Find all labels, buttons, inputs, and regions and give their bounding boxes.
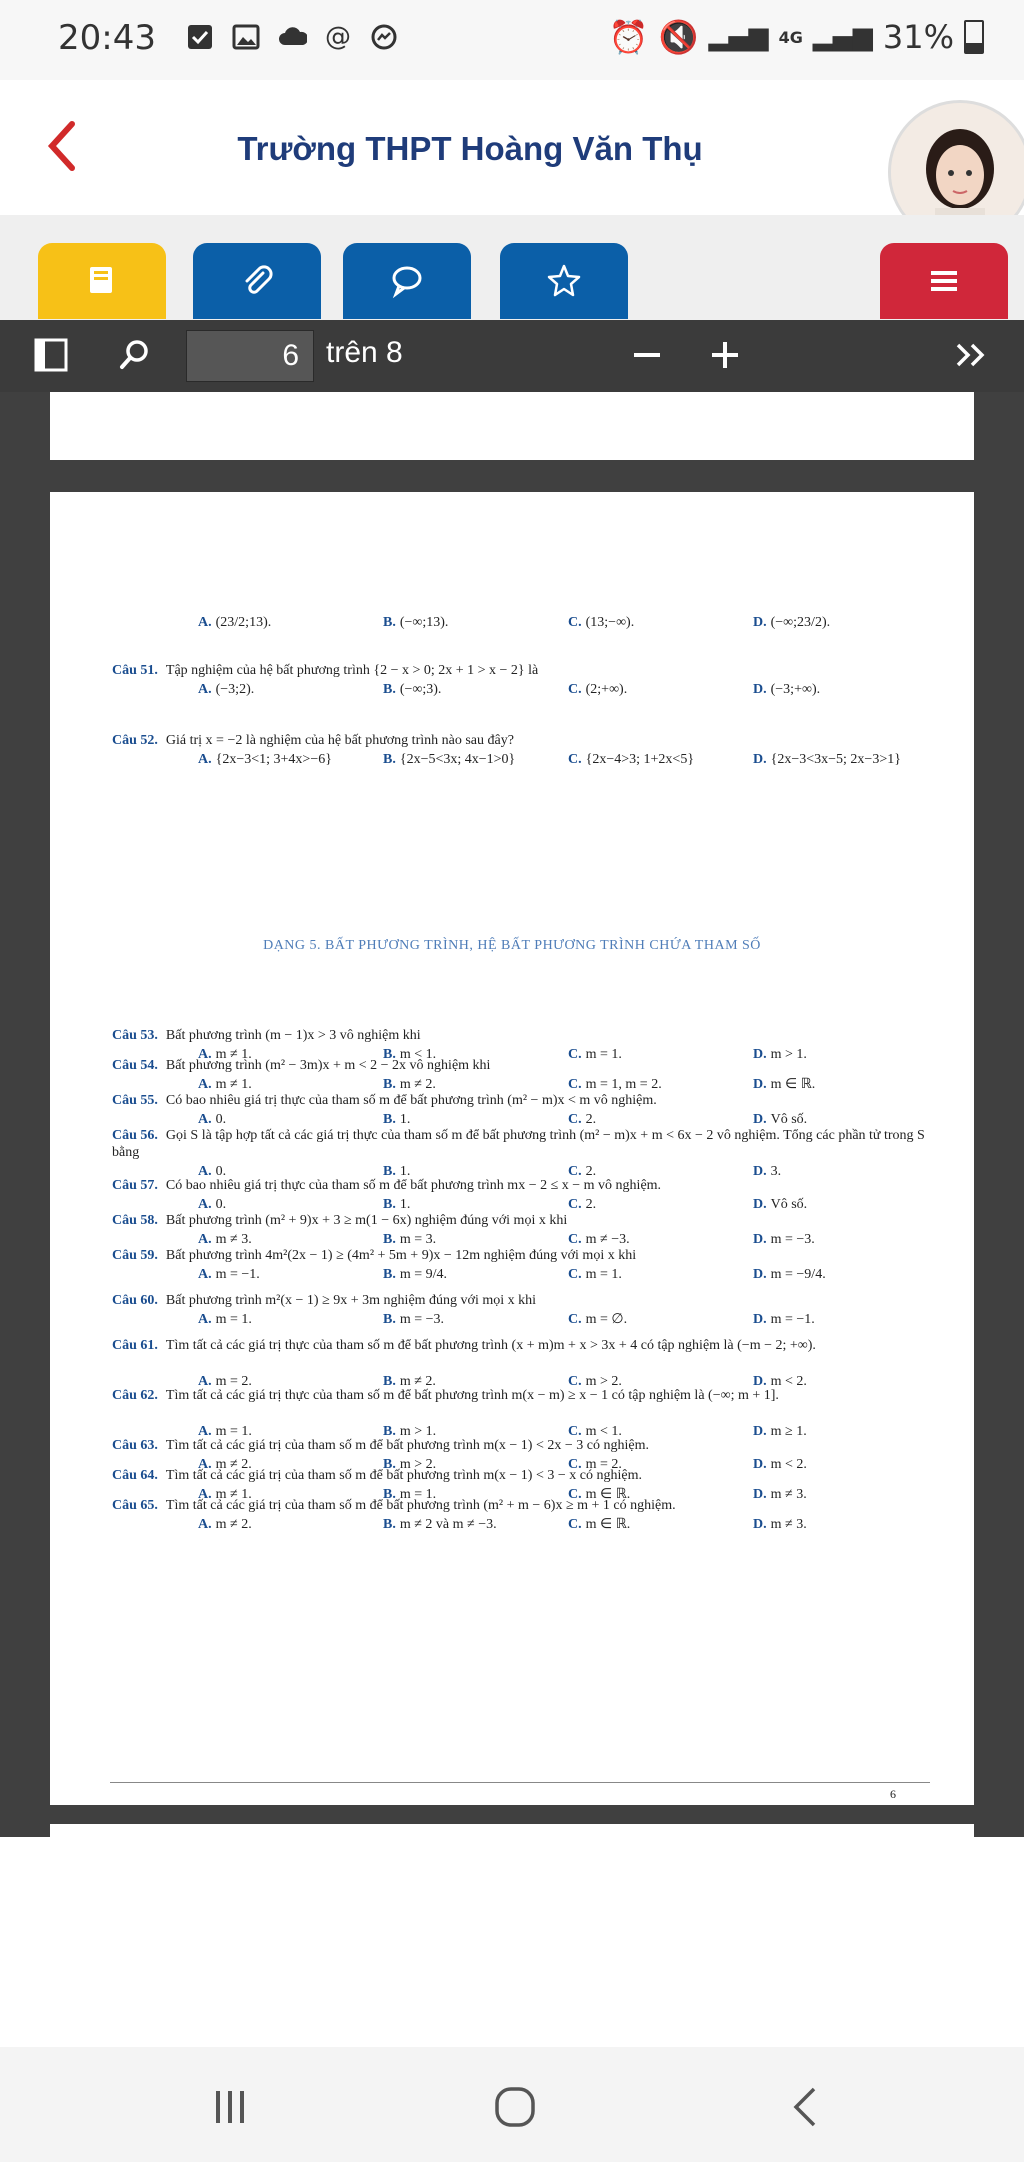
option-letter: A. <box>198 1112 212 1127</box>
option-text: m ≠ 3. <box>770 1517 807 1532</box>
question-number: Câu 65. <box>112 1498 158 1513</box>
question-text: Tìm tất cả các giá trị của tham số m để bất phương trình m(x − 1) < 3 − x có nghiệm. <box>165 1468 642 1483</box>
chat-icon <box>389 263 425 299</box>
question <box>112 1247 942 1264</box>
option-text: m ∈ ℝ. <box>770 1077 816 1092</box>
answer-option <box>568 1111 753 1128</box>
option-text: m ≠ 2. <box>399 1077 436 1092</box>
option-letter: A. <box>198 1424 212 1439</box>
page-number: 6 <box>890 1787 896 1801</box>
answer-option <box>198 681 383 698</box>
question-options <box>198 681 958 698</box>
answer-option <box>568 614 753 631</box>
question <box>112 732 942 749</box>
option-letter: C. <box>568 752 582 767</box>
option-text: m ≠ 2. <box>399 1374 436 1389</box>
option-text: m ≠ 1. <box>215 1487 252 1502</box>
back-nav-button[interactable] <box>786 2085 826 2134</box>
question-options <box>198 1311 958 1328</box>
option-letter: B. <box>383 1374 396 1389</box>
messenger-icon <box>369 22 399 52</box>
minus-icon <box>630 338 664 372</box>
menu-button[interactable] <box>880 243 1008 319</box>
option-text: m = −1. <box>215 1267 260 1282</box>
status-time: 20:43 <box>58 18 156 58</box>
answer-option <box>383 1196 568 1213</box>
option-text: m ≠ 3. <box>770 1487 807 1502</box>
option-text: 3. <box>770 1164 782 1179</box>
answer-option <box>198 1196 383 1213</box>
option-letter: A. <box>198 1232 212 1247</box>
option-text: m > 2. <box>585 1374 622 1389</box>
option-letter: D. <box>753 1112 767 1127</box>
question-number: Câu 56. <box>112 1128 158 1143</box>
answer-option <box>753 751 938 768</box>
option-text: (−3;+∞). <box>770 682 821 697</box>
sidebar-icon <box>34 338 68 372</box>
pdf-page-next <box>50 1824 974 1837</box>
status-bar <box>0 0 1024 80</box>
option-text: 1. <box>399 1112 411 1127</box>
question-number: Câu 52. <box>112 733 158 748</box>
answer-option <box>198 1076 383 1093</box>
paperclip-icon <box>239 263 275 299</box>
answer-option <box>568 1231 753 1248</box>
question-text: Tìm tất cả các giá trị thực của tham số m để bất phương trình (x + m)m + x > 3x + 4 có tập nghiệm là (−m − 2; +∞). <box>165 1338 816 1353</box>
answer-option <box>383 1076 568 1093</box>
answer-option <box>753 1266 938 1283</box>
option-letter: D. <box>753 1047 767 1062</box>
favorite-button[interactable] <box>500 243 628 319</box>
option-letter: D. <box>753 1457 767 1472</box>
question-number: Câu 59. <box>112 1248 158 1263</box>
option-letter: A. <box>198 1267 212 1282</box>
option-text: m < 2. <box>770 1374 807 1389</box>
answer-option <box>753 1516 938 1533</box>
option-letter: C. <box>568 682 582 697</box>
option-letter: A. <box>198 1077 212 1092</box>
option-letter: C. <box>568 1312 582 1327</box>
search-icon <box>118 338 152 372</box>
option-letter: D. <box>753 1424 767 1439</box>
option-letter: B. <box>383 1197 396 1212</box>
question-number: Câu 62. <box>112 1388 158 1403</box>
question <box>112 1437 942 1454</box>
mute-icon: 🔇 <box>658 18 699 56</box>
question <box>112 1027 942 1044</box>
option-text: m = 1. <box>215 1424 252 1439</box>
answer-option <box>568 1516 753 1533</box>
answer-option <box>753 681 938 698</box>
option-letter: D. <box>753 1077 767 1092</box>
plus-icon <box>708 338 742 372</box>
option-text: Vô số. <box>770 1112 808 1127</box>
pdf-toolbar <box>0 320 1024 392</box>
option-letter: D. <box>753 1487 767 1502</box>
answer-option <box>383 1311 568 1328</box>
pdf-page-current <box>50 492 974 1805</box>
option-letter: A. <box>198 1374 212 1389</box>
option-letter: A. <box>198 1164 212 1179</box>
back-icon <box>786 2085 826 2129</box>
option-letter: B. <box>383 1232 396 1247</box>
option-text: (−∞;13). <box>399 615 449 630</box>
question <box>112 1497 942 1514</box>
question-text: Gọi S là tập hợp tất cả các giá trị thực của tham số m để bất phương trình (m² − m)x + m < 6x − 2 vô nghiệm. Tổng các phần tử trong S bằng <box>112 1128 925 1160</box>
question-number: Câu 61. <box>112 1338 158 1353</box>
question-text: Bất phương trình 4m²(2x − 1) ≥ (4m² + 5m + 9)x − 12m nghiệm đúng với mọi x khi <box>165 1248 637 1263</box>
answer-option <box>383 1111 568 1128</box>
answer-option <box>198 1266 383 1283</box>
option-letter: B. <box>383 615 396 630</box>
answer-option <box>568 1311 753 1328</box>
question-number: Câu 53. <box>112 1028 158 1043</box>
option-text: 0. <box>215 1197 227 1212</box>
question-number: Câu 55. <box>112 1093 158 1108</box>
question-number: Câu 57. <box>112 1178 158 1193</box>
option-text: {2x−3<3x−5; 2x−3>1} <box>770 752 901 767</box>
pdf-viewer[interactable] <box>0 392 1024 1837</box>
question-options <box>198 1266 958 1283</box>
battery-percent: 31% <box>882 18 954 56</box>
option-letter: A. <box>198 1517 212 1532</box>
option-letter: D. <box>753 752 767 767</box>
question <box>112 662 942 679</box>
option-letter: C. <box>568 1047 582 1062</box>
option-letter: B. <box>383 1077 396 1092</box>
question-text: Tìm tất cả các giá trị của tham số m để bất phương trình m(x − 1) < 2x − 3 có nghiệm. <box>165 1438 649 1453</box>
option-text: 2. <box>585 1197 597 1212</box>
cloud-icon <box>277 22 307 52</box>
option-text: (2;+∞). <box>585 682 628 697</box>
option-letter: C. <box>568 1112 582 1127</box>
recent-apps-button[interactable] <box>210 2087 250 2132</box>
attachment-button[interactable] <box>193 243 321 319</box>
option-letter: B. <box>383 682 396 697</box>
answer-option <box>198 751 383 768</box>
question-text: Tìm tất cả các giá trị của tham số m để bất phương trình (m² + m − 6)x ≥ m + 1 có nghiệm. <box>165 1498 676 1513</box>
option-text: m ≠ −3. <box>585 1232 630 1247</box>
page-title: Trường THPT Hoàng Văn Thụ <box>237 130 703 167</box>
option-text: (13;−∞). <box>585 615 635 630</box>
app-toolbar <box>0 215 1024 320</box>
book-icon <box>84 263 120 299</box>
question <box>112 1127 942 1161</box>
question-text: Giá trị x = −2 là nghiệm của hệ bất phương trình nào sau đây? <box>165 733 514 748</box>
option-letter: D. <box>753 1312 767 1327</box>
answer-option <box>198 1311 383 1328</box>
home-button[interactable] <box>493 2085 537 2134</box>
checkbox-icon <box>185 22 215 52</box>
option-letter: D. <box>753 1197 767 1212</box>
answer-option <box>568 1266 753 1283</box>
option-letter: A. <box>198 752 212 767</box>
option-letter: A. <box>198 682 212 697</box>
zoom-in-button[interactable] <box>708 338 742 377</box>
sidebar-toggle-button[interactable] <box>34 338 68 377</box>
image-icon <box>231 22 261 52</box>
zoom-out-button[interactable] <box>630 338 664 377</box>
option-text: m > 2. <box>399 1457 437 1472</box>
option-text: m ∈ ℝ. <box>585 1487 631 1502</box>
option-text: m = 1. <box>399 1487 437 1502</box>
option-letter: B. <box>383 1047 396 1062</box>
answer-option <box>383 1266 568 1283</box>
answer-option <box>753 1196 938 1213</box>
option-letter: C. <box>568 1164 582 1179</box>
option-text: m = 1. <box>585 1047 622 1062</box>
option-text: m = 1. <box>215 1312 252 1327</box>
option-letter: A. <box>198 1047 212 1062</box>
pdf-page-previous <box>50 392 974 460</box>
option-letter: C. <box>568 1197 582 1212</box>
option-text: {2x−3<1; 3+4x>−6} <box>215 752 332 767</box>
question <box>112 1337 942 1354</box>
option-text: m = 1. <box>585 1267 622 1282</box>
question <box>112 1092 942 1109</box>
answer-option <box>198 614 383 631</box>
page-total-label: trên 8 <box>326 336 403 369</box>
option-letter: B. <box>383 1112 396 1127</box>
option-text: m = −3. <box>399 1312 445 1327</box>
answer-option <box>198 1516 383 1533</box>
option-letter: C. <box>568 1374 582 1389</box>
at-sign-icon: @ <box>325 22 351 52</box>
option-text: 0. <box>215 1112 227 1127</box>
option-text: m = −1. <box>770 1312 815 1327</box>
status-right <box>609 18 984 56</box>
option-letter: B. <box>383 1164 396 1179</box>
page-number-input[interactable]: 6 <box>186 330 314 382</box>
option-text: m = ∅. <box>585 1312 628 1327</box>
question-text: Tập nghiệm của hệ bất phương trình {2 − x > 0; 2x + 1 > x − 2} là <box>165 663 539 678</box>
answer-option <box>753 614 938 631</box>
option-text: m ≠ 2. <box>215 1517 252 1532</box>
option-text: 0. <box>215 1164 227 1179</box>
star-icon <box>546 263 582 299</box>
option-letter: B. <box>383 1424 396 1439</box>
option-letter: C. <box>568 615 582 630</box>
option-text: 1. <box>399 1164 411 1179</box>
option-letter: D. <box>753 1517 767 1532</box>
question <box>112 1387 942 1404</box>
answer-option <box>383 1516 568 1533</box>
option-text: (23/2;13). <box>215 615 272 630</box>
option-text: {2x−4>3; 1+2x<5} <box>585 752 695 767</box>
option-text: m ∈ ℝ. <box>585 1517 631 1532</box>
option-letter: B. <box>383 1312 396 1327</box>
option-text: m ≠ 2 và m ≠ −3. <box>399 1517 497 1532</box>
question-text: Tìm tất cả các giá trị thực của tham số m để bất phương trình m(x − m) ≥ x − 1 có tập nghiệm là (−∞; m + 1]. <box>165 1388 779 1403</box>
question-number: Câu 64. <box>112 1468 158 1483</box>
notification-icons <box>185 22 399 52</box>
option-letter: D. <box>753 615 767 630</box>
option-text: m ≠ 1. <box>215 1077 252 1092</box>
option-letter: C. <box>568 1424 582 1439</box>
option-text: (−3;2). <box>215 682 255 697</box>
question-number: Câu 54. <box>112 1058 158 1073</box>
option-letter: B. <box>383 1457 396 1472</box>
home-icon <box>493 2085 537 2129</box>
answer-option <box>568 751 753 768</box>
option-text: 2. <box>585 1164 597 1179</box>
answer-option <box>568 1076 753 1093</box>
question-text: Có bao nhiêu giá trị thực của tham số m để bất phương trình (m² − m)x < m vô nghiệm. <box>165 1093 657 1108</box>
answer-option <box>383 1231 568 1248</box>
answer-option <box>383 681 568 698</box>
option-text: m ≠ 2. <box>215 1457 252 1472</box>
option-text: 2. <box>585 1112 597 1127</box>
answer-option <box>568 681 753 698</box>
option-letter: C. <box>568 1077 582 1092</box>
question-number: Câu 63. <box>112 1438 158 1453</box>
android-nav-bar <box>0 2047 1024 2162</box>
question-options <box>198 751 958 768</box>
alarm-icon: ⏰ <box>608 18 649 56</box>
question <box>112 1177 942 1194</box>
option-text: m = 2. <box>215 1374 252 1389</box>
question-text: Bất phương trình m²(x − 1) ≥ 9x + 3m nghiệm đúng với mọi x khi <box>165 1293 537 1308</box>
question-options <box>198 1516 958 1533</box>
question-options <box>198 1196 958 1213</box>
option-text: m = 2. <box>585 1457 622 1472</box>
question-text: Bất phương trình (m² + 9)x + 3 ≥ m(1 − 6x) nghiệm đúng với mọi x khi <box>165 1213 568 1228</box>
answer-option <box>753 1076 938 1093</box>
option-letter: B. <box>383 1517 396 1532</box>
double-chevron-right-icon <box>952 338 992 372</box>
option-letter: A. <box>198 1487 212 1502</box>
option-letter: D. <box>753 1164 767 1179</box>
answer-option <box>198 1111 383 1128</box>
option-text: 1. <box>399 1197 411 1212</box>
option-text: m < 2. <box>770 1457 807 1472</box>
question <box>112 1212 942 1229</box>
comment-button[interactable] <box>343 243 471 319</box>
network-type: 4G <box>778 27 803 47</box>
option-letter: A. <box>198 1457 212 1472</box>
question-number: Câu 60. <box>112 1293 158 1308</box>
question <box>112 1292 942 1309</box>
option-text: m = 9/4. <box>399 1267 448 1282</box>
option-text: (−∞;23/2). <box>770 615 831 630</box>
battery-icon <box>964 20 984 54</box>
more-tools-button[interactable] <box>952 338 992 377</box>
option-text: m ≥ 1. <box>770 1424 807 1439</box>
option-letter: B. <box>383 752 396 767</box>
recent-apps-icon <box>210 2087 250 2127</box>
top-options <box>198 614 958 631</box>
option-letter: C. <box>568 1457 582 1472</box>
question <box>112 1057 942 1074</box>
question-options <box>198 1111 958 1128</box>
answer-option <box>568 1196 753 1213</box>
answer-option <box>383 614 568 631</box>
option-text: m > 1. <box>399 1424 437 1439</box>
option-text: (−∞;3). <box>399 682 442 697</box>
option-letter: B. <box>383 1267 396 1282</box>
option-text: Vô số. <box>770 1197 808 1212</box>
question-text: Bất phương trình (m − 1)x > 3 vô nghiệm khi <box>165 1028 421 1043</box>
signal-icon-2: ▂▄▆ <box>812 22 873 52</box>
option-text: m = 3. <box>399 1232 437 1247</box>
option-text: m > 1. <box>770 1047 807 1062</box>
option-text: m = −9/4. <box>770 1267 826 1282</box>
menu-icon <box>926 263 962 299</box>
question-number: Câu 58. <box>112 1213 158 1228</box>
option-letter: C. <box>568 1487 582 1502</box>
section-title: DẠNG 5. BẤT PHƯƠNG TRÌNH, HỆ BẤT PHƯƠNG TRÌNH CHỨA THAM SỐ <box>263 938 761 953</box>
answer-option <box>753 1311 938 1328</box>
footer-divider <box>110 1782 930 1783</box>
option-letter: A. <box>198 615 212 630</box>
blank-area <box>0 1837 1024 2047</box>
question <box>112 1467 942 1484</box>
question-text: Có bao nhiêu giá trị thực của tham số m để bất phương trình mx − 2 ≤ x − m vô nghiệm. <box>165 1178 662 1193</box>
answer-option <box>198 1231 383 1248</box>
option-letter: C. <box>568 1517 582 1532</box>
option-text: m ≠ 1. <box>215 1047 252 1062</box>
search-button[interactable] <box>118 338 152 377</box>
question-text: Bất phương trình (m² − 3m)x + m < 2 − 2x vô nghiệm khi <box>165 1058 491 1073</box>
book-button[interactable] <box>38 243 166 319</box>
option-letter: D. <box>753 1232 767 1247</box>
option-letter: D. <box>753 682 767 697</box>
question-number: Câu 51. <box>112 663 158 678</box>
option-text: m = 1, m = 2. <box>585 1077 662 1092</box>
answer-option <box>753 1231 938 1248</box>
app-header <box>0 80 1024 215</box>
answer-option <box>383 751 568 768</box>
option-letter: B. <box>383 1487 396 1502</box>
signal-icon: ▂▄▆ <box>708 22 769 52</box>
option-letter: A. <box>198 1312 212 1327</box>
option-letter: D. <box>753 1374 767 1389</box>
option-text: m = −3. <box>770 1232 815 1247</box>
option-letter: C. <box>568 1267 582 1282</box>
question-options <box>198 1231 958 1248</box>
option-text: {2x−5<3x; 4x−1>0} <box>399 752 516 767</box>
option-letter: A. <box>198 1197 212 1212</box>
answer-option <box>753 1111 938 1128</box>
question-options <box>198 1076 958 1093</box>
option-text: m ≠ 3. <box>215 1232 252 1247</box>
option-text: m < 1. <box>399 1047 437 1062</box>
option-letter: D. <box>753 1267 767 1282</box>
option-letter: C. <box>568 1232 582 1247</box>
option-text: m < 1. <box>585 1424 622 1439</box>
